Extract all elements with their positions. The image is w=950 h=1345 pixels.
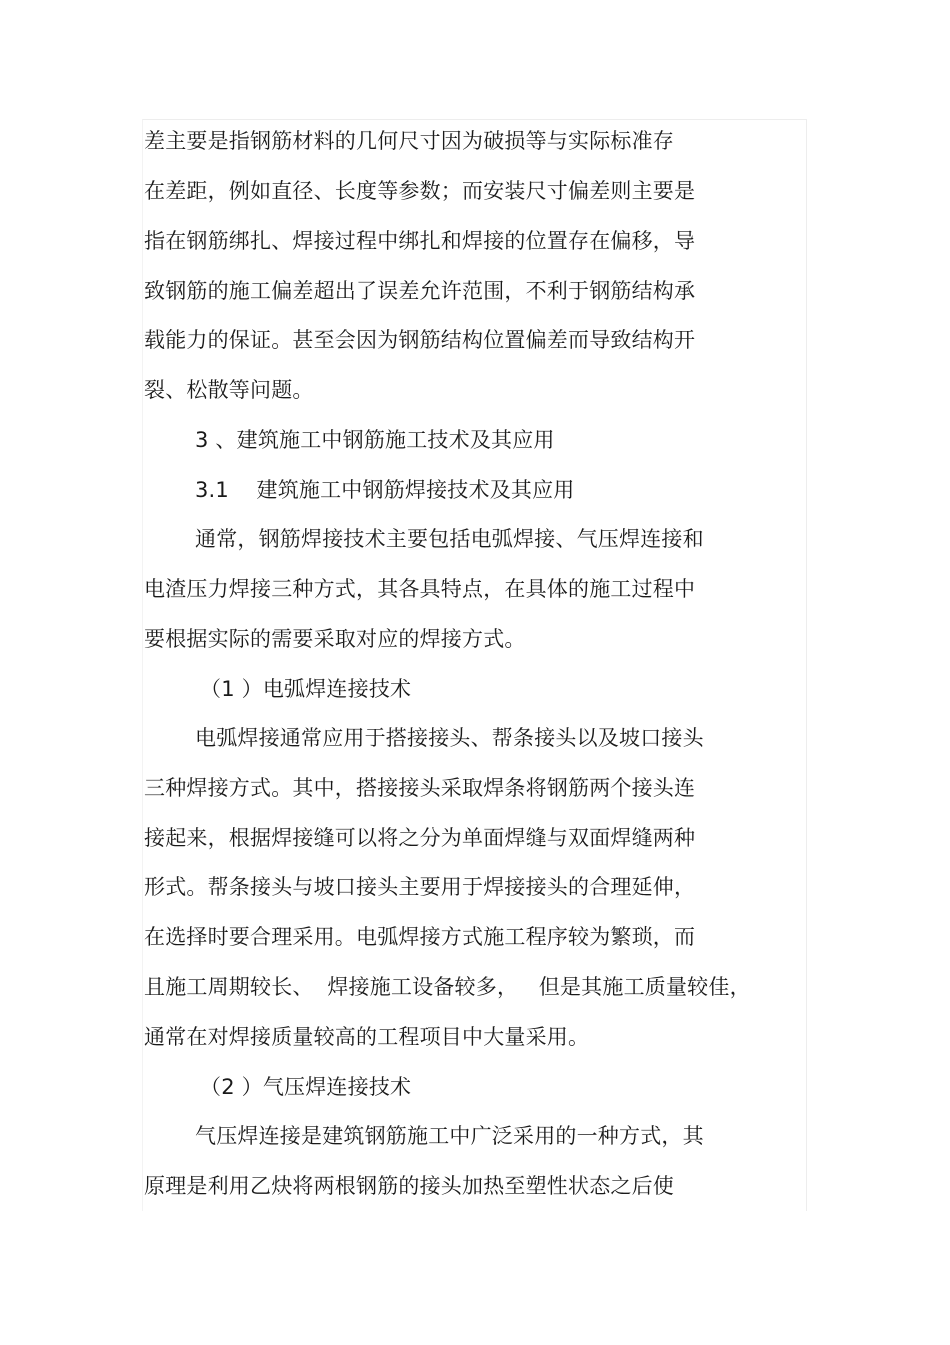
body-text-line: 裂、松散等问题。 (144, 378, 314, 402)
item-heading: （1 ）电弧焊连接技术 (200, 677, 412, 701)
body-text-line: 指在钢筋绑扎、焊接过程中绑扎和焊接的位置存在偏移，导 (144, 229, 696, 253)
body-text-line: 致钢筋的施工偏差超出了误差允许范围，不利于钢筋结构承 (144, 279, 696, 303)
body-text-line: 在差距，例如直径、长度等参数；而安装尺寸偏差则主要是 (144, 179, 696, 203)
subsection-heading: 3.1 建筑施工中钢筋焊接技术及其应用 (195, 478, 575, 502)
body-text-line: 电弧焊接通常应用于搭接接头、帮条接头以及坡口接头 (195, 726, 704, 750)
item-heading: （2 ）气压焊连接技术 (200, 1075, 412, 1099)
body-text-line: 要根据实际的需要采取对应的焊接方式。 (144, 627, 526, 651)
section-heading: 3 、建筑施工中钢筋施工技术及其应用 (195, 428, 555, 452)
body-text-line: 通常，钢筋焊接技术主要包括电弧焊接、气压焊连接和 (195, 527, 704, 551)
body-text-line: 三种焊接方式。其中，搭接接头采取焊条将钢筋两个接头连 (144, 776, 696, 800)
body-text-line: 接起来，根据焊接缝可以将之分为单面焊缝与双面焊缝两种 (144, 826, 696, 850)
body-text-line: 载能力的保证。甚至会因为钢筋结构位置偏差而导致结构开 (144, 328, 696, 352)
body-text-line: 形式。帮条接头与坡口接头主要用于焊接接头的合理延伸， (144, 875, 696, 899)
body-text-line: 在选择时要合理采用。电弧焊接方式施工程序较为繁琐，而 (144, 925, 696, 949)
body-text-line: 原理是利用乙炔将两根钢筋的接头加热至塑性状态之后使 (144, 1174, 674, 1198)
body-text-line: 电渣压力焊接三种方式，其各具特点，在具体的施工过程中 (144, 577, 696, 601)
body-text-line: 且施工周期较长、 焊接施工设备较多， 但是其施工质量较佳， (144, 975, 751, 999)
body-text-line: 差主要是指钢筋材料的几何尺寸因为破损等与实际标准存 (144, 129, 674, 153)
body-text-line: 通常在对焊接质量较高的工程项目中大量采用。 (144, 1025, 590, 1049)
body-text-line: 气压焊连接是建筑钢筋施工中广泛采用的一种方式，其 (195, 1124, 704, 1148)
